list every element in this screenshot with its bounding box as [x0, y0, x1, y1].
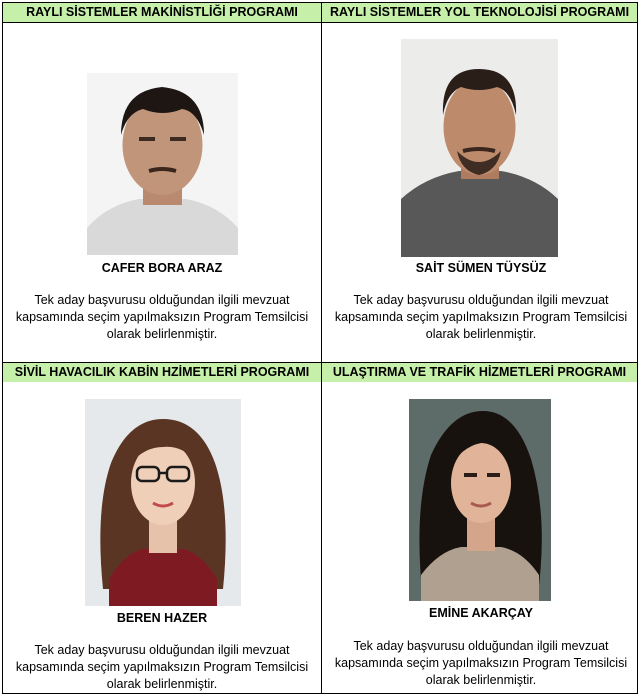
candidate-name-1: CAFER BORA ARAZ [101, 261, 223, 275]
program-title-4: ULAŞTIRMA VE TRAFİK HİZMETLERİ PROGRAMI [322, 363, 637, 382]
note-line: olarak belirlenmiştir. [106, 677, 218, 691]
program-title-2: RAYLI SİSTEMLER YOL TEKNOLOJİSİ PROGRAMI [322, 3, 637, 22]
row-divider-top-header [3, 22, 637, 23]
note-line: kapsamında seçim yapılmaksızın Program Temsilcisi [334, 310, 628, 324]
note-line: Tek aday başvurusu olduğundan ilgili mevzuat [34, 643, 290, 657]
note-line: kapsamında seçim yapılmaksızın Program Temsilcisi [15, 310, 309, 324]
column-divider [321, 3, 322, 693]
candidate-name-2: SAİT SÜMEN TÜYSÜZ [415, 261, 547, 275]
representatives-table [2, 2, 638, 694]
candidate-photo-2 [401, 39, 558, 257]
candidate-photo-1 [87, 73, 238, 255]
note-line: olarak belirlenmiştir. [425, 673, 537, 687]
candidate-name-4: EMİNE AKARÇAY [429, 606, 533, 620]
program-title-3: SİVİL HAVACILIK KABİN HZİMETLERİ PROGRAMI [3, 363, 321, 382]
note-line: kapsamında seçim yapılmaksızın Program Temsilcisi [15, 660, 309, 674]
candidate-photo-3 [85, 399, 241, 606]
candidate-note-4 [322, 638, 640, 689]
candidate-note-1 [3, 292, 321, 343]
candidate-note-3 [3, 642, 321, 693]
note-line: kapsamında seçim yapılmaksızın Program Temsilcisi [334, 656, 628, 670]
candidate-name-3: BEREN HAZER [116, 611, 208, 625]
note-line: Tek aday başvurusu olduğundan ilgili mevzuat [353, 293, 609, 307]
note-line: Tek aday başvurusu olduğundan ilgili mevzuat [353, 639, 609, 653]
note-line: olarak belirlenmiştir. [106, 327, 218, 341]
candidate-photo-4 [409, 399, 551, 601]
program-title-1: RAYLI SİSTEMLER MAKİNİSTLİĞİ PROGRAMI [3, 3, 321, 22]
note-line: Tek aday başvurusu olduğundan ilgili mevzuat [34, 293, 290, 307]
note-line: olarak belirlenmiştir. [425, 327, 537, 341]
candidate-note-2 [322, 292, 640, 343]
